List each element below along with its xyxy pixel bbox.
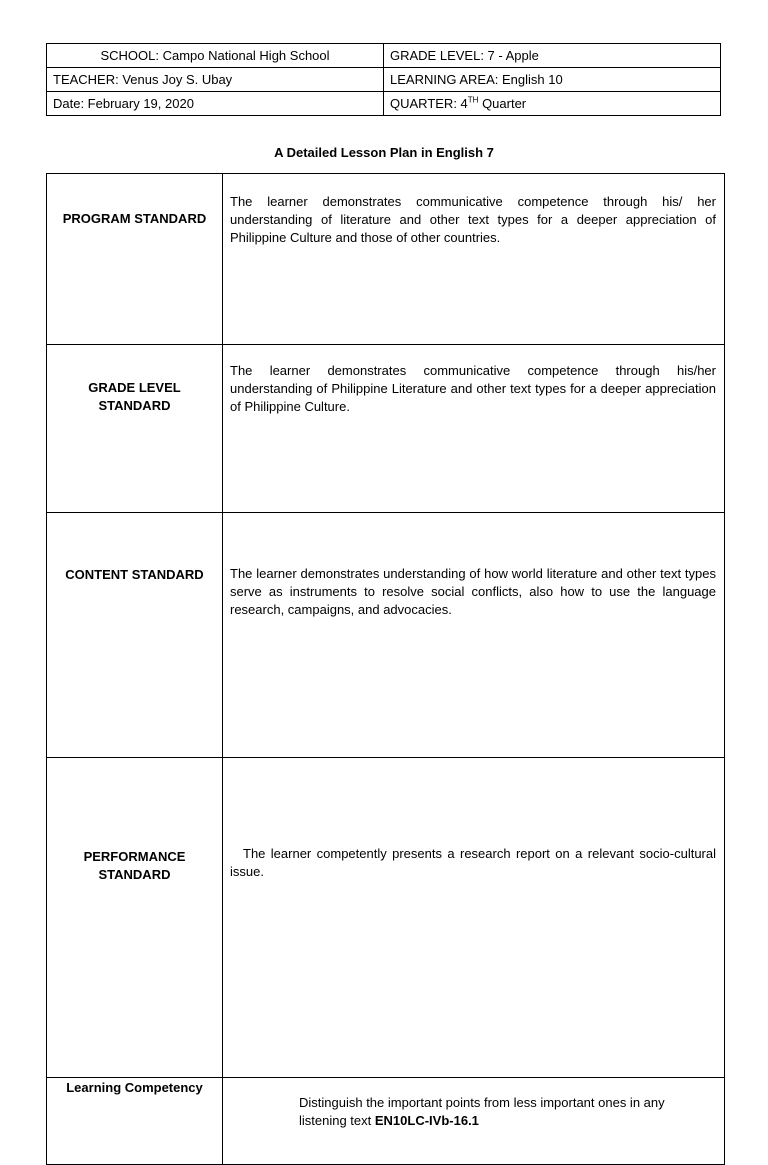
grade-level-label-line2: STANDARD <box>98 398 171 413</box>
competency-code: EN10LC-IVb-16.1 <box>374 1113 479 1128</box>
header-row <box>47 92 721 116</box>
grade-level-label-line1: GRADE LEVEL <box>88 380 181 395</box>
date-cell: Date: February 19, 2020 <box>47 92 384 116</box>
program-standard-row <box>47 174 725 345</box>
performance-label-line1: PERFORMANCE <box>83 849 186 864</box>
header-row <box>47 44 721 68</box>
program-standard-text: The learner demonstrates communicative competence through his/ her understanding of literature and other text types for a deeper appreciation of Philippine Culture and those of other countries. <box>223 174 725 345</box>
grade-level-cell: GRADE LEVEL: 7 - Apple <box>384 44 721 68</box>
performance-standard-row <box>47 758 725 1078</box>
performance-standard-label <box>47 758 223 1078</box>
grade-level-standard-text: The learner demonstrates communicative competence through his/her understanding of Philippine Literature and other text types for a deeper appreciation of Philippine Culture. <box>223 345 725 513</box>
document-title: A Detailed Lesson Plan in English 7 <box>274 145 494 160</box>
content-standard-text: The learner demonstrates understanding of how world literature and other text types serve as instruments to resolve social conflicts, also how to use the language research, campaigns, and advocacies. <box>223 513 725 758</box>
learning-competency-row <box>47 1078 725 1165</box>
learning-competency-label: Learning Competency <box>47 1078 223 1165</box>
grade-level-standard-label <box>47 345 223 513</box>
content-standard-label: CONTENT STANDARD <box>47 513 223 758</box>
school-cell: SCHOOL: Campo National High School <box>47 44 384 68</box>
content-standard-row <box>47 513 725 758</box>
quarter-cell <box>384 92 721 116</box>
performance-label-line2: STANDARD <box>98 867 171 882</box>
quarter-prefix: QUARTER: 4 <box>390 96 468 111</box>
performance-standard-text: The learner competently presents a research report on a relevant socio-cultural issue. <box>223 758 725 1078</box>
header-info-table <box>46 43 721 116</box>
quarter-suffix: Quarter <box>478 96 527 111</box>
grade-level-standard-row <box>47 345 725 513</box>
header-row <box>47 68 721 92</box>
competency-description: Distinguish the important points from less important ones in any listening text <box>299 1095 665 1128</box>
learning-area-cell: LEARNING AREA: English 10 <box>384 68 721 92</box>
quarter-superscript: TH <box>467 95 479 105</box>
lesson-plan-table <box>46 173 725 1165</box>
program-standard-label: PROGRAM STANDARD <box>47 174 223 345</box>
teacher-cell: TEACHER: Venus Joy S. Ubay <box>47 68 384 92</box>
learning-competency-text <box>223 1078 725 1165</box>
